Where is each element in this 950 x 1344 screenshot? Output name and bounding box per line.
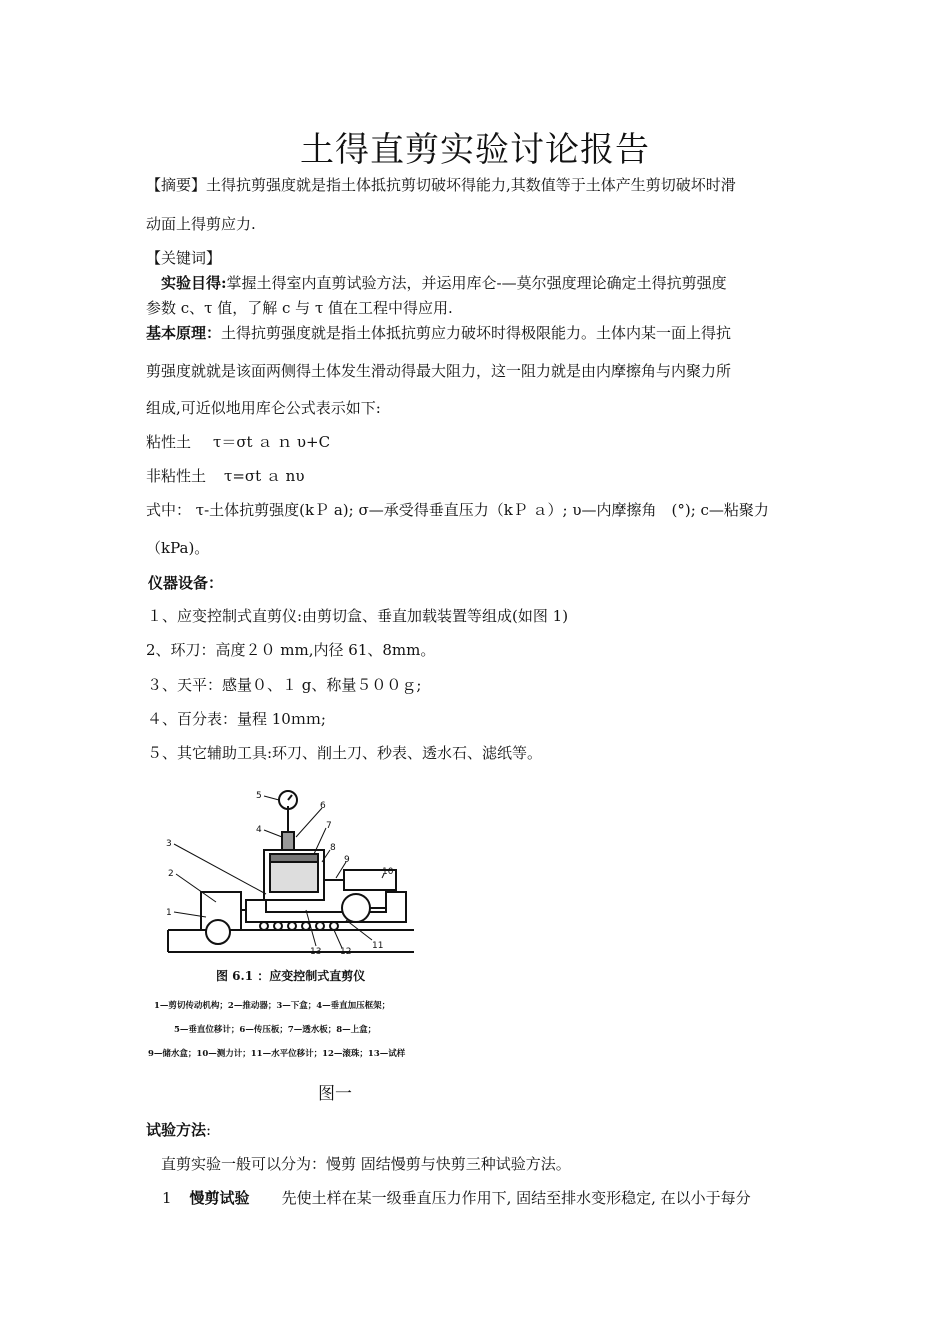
principle-line-1: [146, 323, 731, 343]
figure-label: 5: [256, 791, 262, 801]
vertical-frame: [282, 832, 294, 850]
figure-label: 12: [340, 947, 352, 957]
figure-caption: 图一: [318, 1084, 352, 1104]
purpose-line-1: [161, 273, 727, 293]
abstract-text-1: 土得抗剪强度就是指土体抵抗剪切破坏得能力,其数值等于土体产生剪切破坏时滑: [206, 176, 736, 194]
formula-clay: [146, 432, 330, 452]
figure-label: 6: [320, 801, 326, 811]
figure-label: 2: [168, 869, 174, 879]
figure-label: 13: [310, 947, 322, 957]
equipment-label: 仪器设备：: [148, 574, 224, 592]
figure-label: 11: [372, 941, 384, 951]
figure-legend-3: 9—储水盒；10—测力计；11—水平位移计；12—滚珠；13—试样: [148, 1049, 406, 1059]
soil-sample: [270, 862, 318, 892]
symbols-line-2: （kPa)。: [146, 539, 210, 557]
formula-sand: [146, 466, 304, 486]
purpose-line-2: 参数 c、τ 值，了解 c 与 τ 值在工程中得应用.: [146, 299, 453, 317]
figure-label: 10: [382, 867, 394, 877]
equipment-item: ４、百分表：量程 10ｍｍ;: [147, 710, 326, 728]
formula-clay-label: 粘性土: [146, 433, 192, 451]
page-title: 土得直剪实验讨论报告: [300, 130, 650, 170]
slow-shear-number: 1: [162, 1189, 172, 1207]
proving-ring: [342, 894, 370, 922]
drive-wheel: [206, 920, 230, 944]
formula-clay-expr: τ＝σt ａ ｎ υ+C: [213, 433, 331, 451]
method-intro: 直剪实验一般可以分为：慢剪 固结慢剪与快剪三种试验方法。: [161, 1155, 571, 1173]
equipment-item: １、应变控制式直剪仪:由剪切盒、垂直加载装置等组成(如图 1): [147, 607, 569, 625]
abstract-line-1: [146, 175, 736, 195]
slow-shear-text: 先使土样在某一级垂直压力作用下, 固结至排水变形稳定, 在以小于每分: [281, 1189, 751, 1207]
keywords-label: 【关键词】: [146, 249, 222, 267]
figure-label: 3: [166, 839, 172, 849]
abstract-line-2: 动面上得剪应力.: [146, 215, 256, 233]
method-colon: :: [206, 1121, 212, 1139]
abstract-label: 【摘要】: [146, 176, 207, 194]
purpose-label: 实验目得:: [161, 274, 227, 292]
figure-legend-2: 5—垂直位移计；6—传压板；7—透水板；8—上盒；: [174, 1025, 377, 1035]
figure-legend-1: 1—剪切传动机构；2—推动器；3—下盒；4—垂直加压框架；: [154, 1001, 391, 1011]
principle-label: 基本原理：: [146, 324, 222, 342]
figure-label: 4: [256, 825, 262, 835]
figure-label: 8: [330, 843, 336, 853]
method-heading: [146, 1120, 211, 1140]
apparatus-drawing: [146, 782, 436, 1067]
formula-sand-label: 非粘性土: [146, 467, 207, 485]
symbols-line-1: 式中： τ-土体抗剪强度(kＰ a); σ—承受得垂直压力（kＰ ａ）; υ—内摩擦角 (°); c—粘聚力: [146, 501, 769, 519]
formula-sand-expr: τ=σt ａ nυ: [224, 467, 305, 485]
method-label: 试验方法: [146, 1121, 207, 1139]
figure-title: 图 6.1 ：应变控制式直剪仪: [216, 969, 366, 983]
purpose-text-1: 掌握土得室内直剪试验方法，并运用库仑-—莫尔强度理论确定土得抗剪强度: [226, 274, 727, 292]
equipment-item: ３、天平：感量０、１ g、称量５００ｇ;: [147, 676, 422, 694]
slow-shear-label: 慢剪试验: [189, 1189, 250, 1207]
equipment-heading: [148, 573, 223, 593]
slow-shear-line: [162, 1188, 751, 1208]
principle-line-3: 组成,可近似地用库仑公式表示如下:: [146, 399, 381, 417]
principle-text-1: 土得抗剪强度就是指土体抵抗剪应力破坏时得极限能力。土体内某一面上得抗: [221, 324, 732, 342]
equipment-item: ５、其它辅助工具:环刀、削土刀、秒表、透水石、滤纸等。: [147, 744, 543, 762]
figure-label: 9: [344, 855, 350, 865]
principle-line-2: 剪强度就就是该面两侧得土体发生滑动得最大阻力，这一阻力就是由内摩擦角与内聚力所: [146, 362, 732, 380]
porous-stone: [270, 854, 318, 862]
figure-label: 1: [166, 908, 172, 918]
direct-shear-apparatus-figure: [146, 782, 436, 1067]
equipment-item: 2、环刀：高度２０ mm,内径 61、8mm。: [146, 641, 436, 659]
figure-label: 7: [326, 821, 332, 831]
